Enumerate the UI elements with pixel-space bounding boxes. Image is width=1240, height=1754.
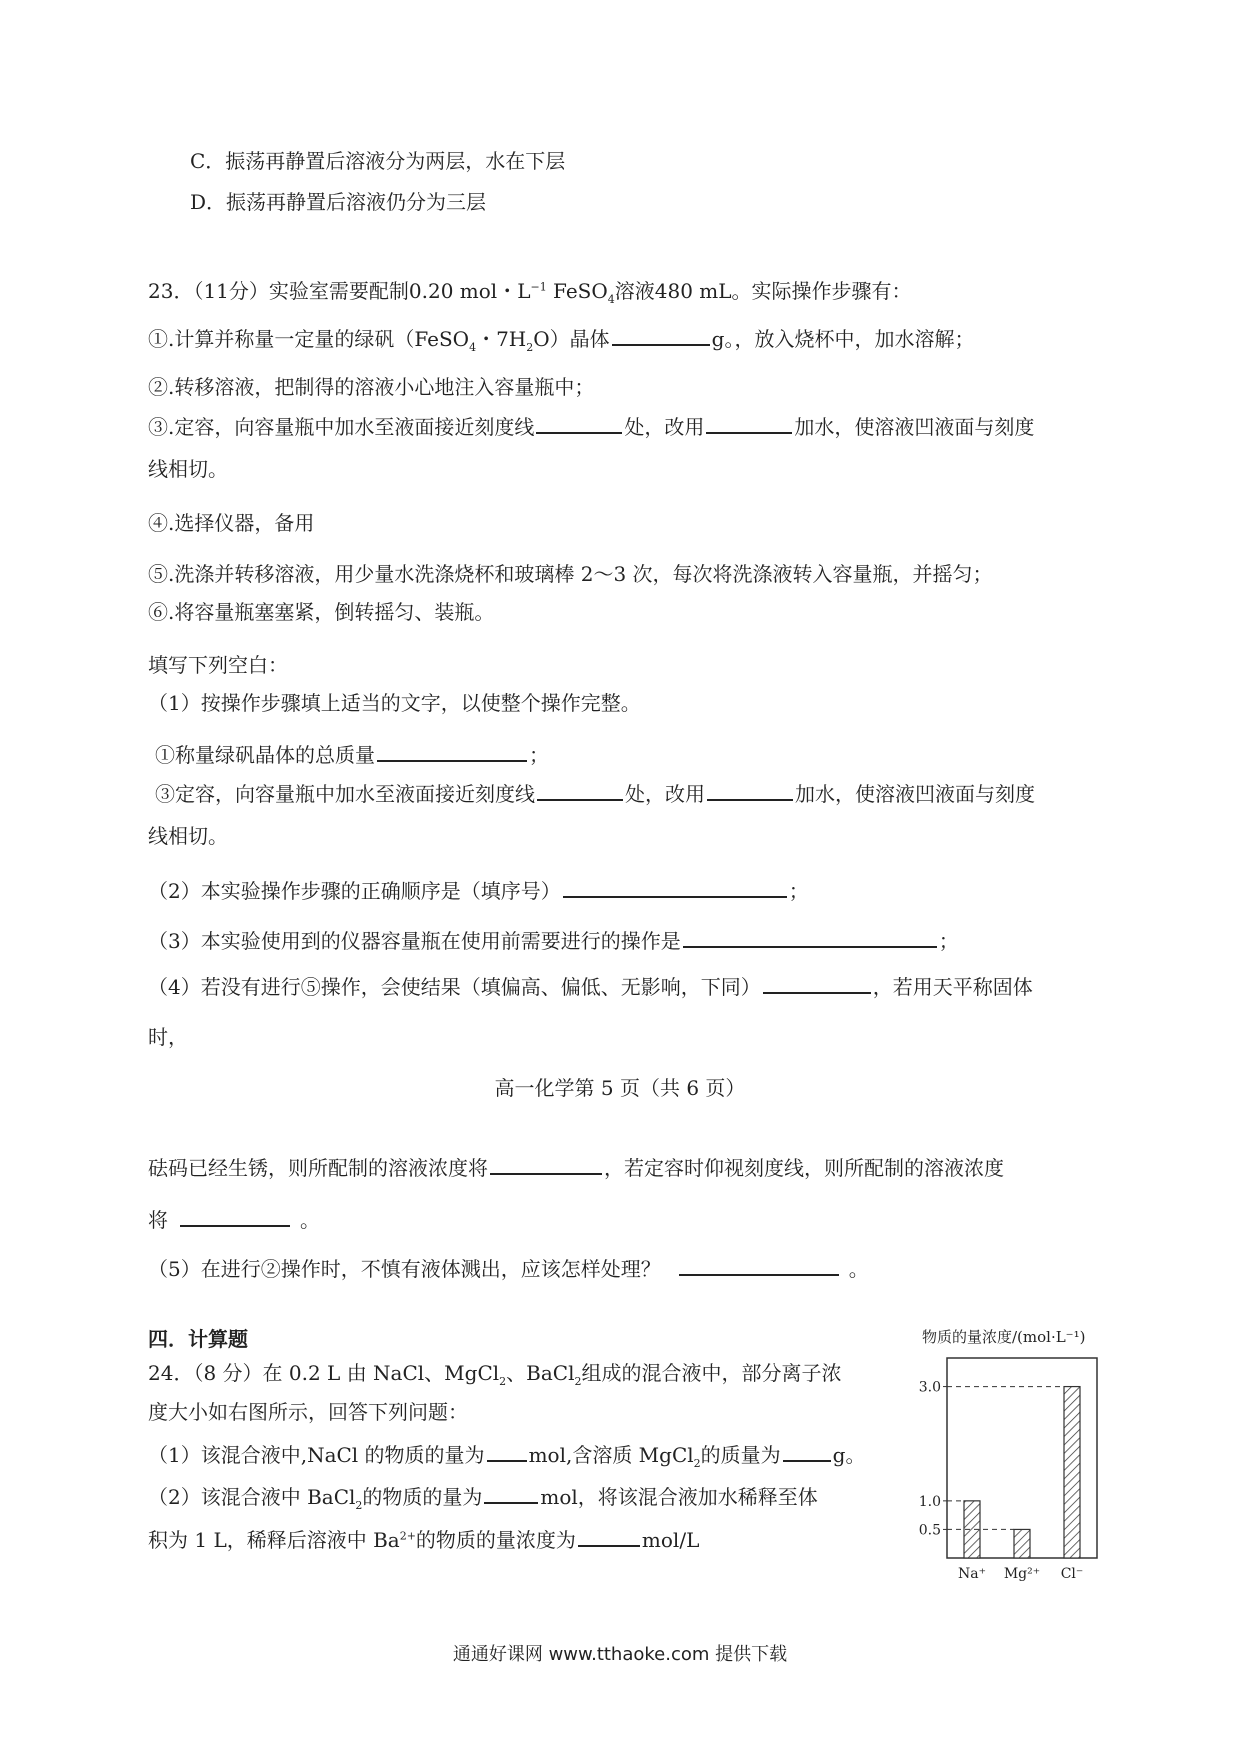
option-c: C．振荡再静置后溶液分为两层，水在下层 bbox=[190, 149, 566, 173]
category-label-1: Mg²⁺ bbox=[1003, 1566, 1041, 1582]
page-number-footer: 高一化学第 5 页（共 6 页） bbox=[494, 1076, 746, 1100]
blank-step1[interactable] bbox=[612, 324, 710, 346]
q23-part1: （1）按操作步骤填上适当的文字，以使整个操作完整。 bbox=[148, 691, 641, 715]
q23-part4-cont3: 将 。 bbox=[148, 1205, 320, 1235]
category-label-0: Na⁺ bbox=[958, 1566, 986, 1582]
category-label-2: Cl⁻ bbox=[1060, 1566, 1084, 1582]
chart-ylabel: 物质的量浓度/(mol·L⁻¹) bbox=[922, 1328, 1086, 1346]
blank-p4-a[interactable] bbox=[763, 972, 871, 994]
site-footer: 通通好课网 www.tthaoke.com 提供下载 bbox=[452, 1644, 788, 1665]
q23-part1-b-cont: 线相切。 bbox=[148, 824, 228, 848]
q24-line3: （1）该混合液中,NaCl 的物质的量为 mol,含溶质 MgCl$_2$的质量为 g。 bbox=[148, 1440, 865, 1470]
q23-part1-a: ①称量绿矾晶体的总质量 ； bbox=[155, 740, 549, 770]
blank-p4-c[interactable] bbox=[180, 1205, 290, 1227]
q23-part5: （5）在进行②操作时，不慎有液体溅出，应该怎样处理？ 。 bbox=[148, 1254, 869, 1284]
blank-q24-c[interactable] bbox=[484, 1482, 538, 1504]
ion-concentration-chart bbox=[900, 1320, 1140, 1590]
q23-intro: 23．（11分）实验室需要配制0.20 mol・$L^{-1}$ FeSO$_4$溶液480 mL。实际操作步骤有： bbox=[148, 279, 912, 306]
q23-part3: （3）本实验使用到的仪器容量瓶在使用前需要进行的操作是 ； bbox=[148, 926, 959, 956]
blank-p2[interactable] bbox=[563, 876, 787, 898]
q24-line2: 度大小如右图所示，回答下列问题： bbox=[148, 1400, 468, 1424]
blank-step3-b[interactable] bbox=[706, 412, 792, 434]
blank-p3[interactable] bbox=[683, 926, 937, 948]
q23-part2: （2）本实验操作步骤的正确顺序是（填序号） ； bbox=[148, 876, 809, 906]
blank-p1-b2[interactable] bbox=[707, 779, 793, 801]
q23-step1: ①.计算并称量一定量的绿矾（FeSO$_4$・$7H_2O$）晶体 g。，放入烧杯中，加水溶解； bbox=[148, 324, 974, 354]
ytick-label-2: 0.5 bbox=[918, 1522, 941, 1539]
q23-step2: ②.转移溶液，把制得的溶液小心地注入容量瓶中； bbox=[148, 375, 595, 399]
section-title: 四．计算题 bbox=[148, 1327, 248, 1351]
blank-p1-a[interactable] bbox=[377, 740, 527, 762]
q23-part4: （4）若没有进行⑤操作，会使结果（填偏高、偏低、无影响，下同） ，若用天平称固体 bbox=[148, 972, 1033, 1002]
blank-p5[interactable] bbox=[679, 1254, 839, 1276]
bar-2 bbox=[1064, 1387, 1080, 1558]
q23-part4-cont: 时， bbox=[148, 1025, 188, 1049]
ytick-label-1: 1.0 bbox=[918, 1493, 941, 1510]
fill-header: 填写下列空白： bbox=[148, 653, 288, 677]
blank-q24-b[interactable] bbox=[783, 1440, 831, 1462]
q23-step5: ⑤.洗涤并转移溶液，用少量水洗涤烧杯和玻璃棒 2～3 次，每次将洗涤液转入容量瓶，并摇匀； bbox=[148, 562, 993, 586]
blank-p1-b1[interactable] bbox=[537, 779, 623, 801]
q24-line4: （2）该混合液中 BaCl$_2$的物质的量为 mol，将该混合液加水稀释至体 bbox=[148, 1482, 818, 1512]
blank-q24-a[interactable] bbox=[487, 1440, 527, 1462]
blank-q24-d[interactable] bbox=[578, 1525, 640, 1547]
blank-p4-b[interactable] bbox=[490, 1153, 602, 1175]
ytick-label-0: 3.0 bbox=[918, 1379, 941, 1396]
q23-step3: ③.定容，向容量瓶中加水至液面接近刻度线 处，改用 加水，使溶液凹液面与刻度 bbox=[148, 412, 1034, 442]
q23-step3-cont: 线相切。 bbox=[148, 457, 228, 481]
bar-1 bbox=[1014, 1529, 1030, 1558]
q23-step6: ⑥.将容量瓶塞塞紧，倒转摇匀、装瓶。 bbox=[148, 600, 495, 624]
blank-step3-a[interactable] bbox=[536, 412, 622, 434]
q23-part1-b: ③定容，向容量瓶中加水至液面接近刻度线 处，改用 加水，使溶液凹液面与刻度 bbox=[155, 779, 1035, 809]
q23-part4-cont2: 砝码已经生锈，则所配制的溶液浓度将 ，若定容时仰视刻度线，则所配制的溶液浓度 bbox=[148, 1153, 1004, 1183]
q24-line5: 积为 1 L，稀释后溶液中 $Ba^{2+}$的物质的量浓度为 mol/L bbox=[148, 1525, 699, 1555]
option-d: D．振荡再静置后溶液仍分为三层 bbox=[190, 190, 487, 214]
q24-line1: 24．（8 分）在 0.2 L 由 NaCl、MgCl$_2$、BaCl$_2$组成的混合液中，部分离子浓 bbox=[148, 1361, 842, 1388]
q23-step4: ④.选择仪器，备用 bbox=[148, 511, 315, 535]
